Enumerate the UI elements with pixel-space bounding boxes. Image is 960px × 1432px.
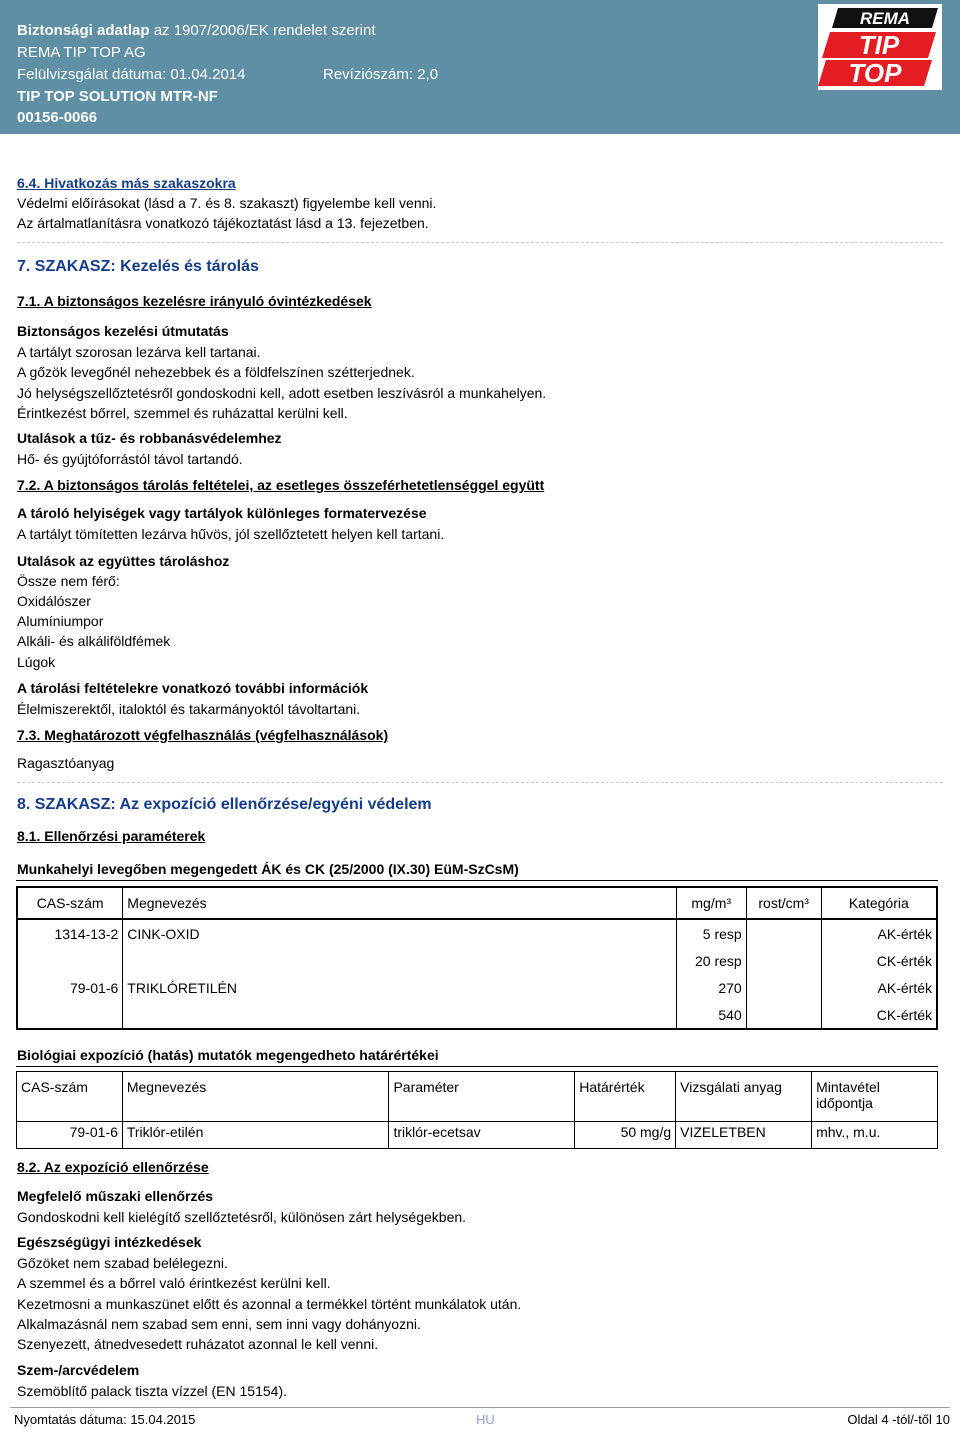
table-cell <box>746 1001 821 1029</box>
hygiene-title: Egészségügyi intézkedések <box>17 1234 202 1250</box>
handling-line: A gőzök levegőnél nehezebbek és a földfelszínen szétterjednek. <box>17 364 415 380</box>
table2-title: Biológiai expozíció (hatás) mutatók megengedheto határértékei <box>17 1047 439 1063</box>
table-cell <box>17 947 123 974</box>
page-number: Oldal 4 -tól/-től 10 <box>847 1412 950 1427</box>
joint-storage-title: Utalások az együttes tároláshoz <box>17 553 230 569</box>
section-7-3-line: Ragasztóanyag <box>17 755 115 771</box>
further-storage-line: Élelmiszerektől, italoktól és takarmányoktól távoltartani. <box>17 701 361 717</box>
joint-storage-line: Lúgok <box>17 654 56 670</box>
table-cell: triklór-ecetsav <box>389 1122 575 1149</box>
section-6-4-heading: 6.4. Hivatkozás más szakaszokra <box>17 175 236 191</box>
table-cell: AK-érték <box>821 974 937 1001</box>
table-row <box>17 919 937 947</box>
table-header-cell: Határérték <box>575 1072 676 1122</box>
svg-text:TIP: TIP <box>858 30 900 60</box>
eye-protection-title: Szem-/arcvédelem <box>17 1362 140 1378</box>
section-7-3-heading: 7.3. Meghatározott végfelhasználás (végfelhasználások) <box>17 727 389 743</box>
table-header-cell: CAS-szám <box>17 887 123 919</box>
table-cell: 5 resp <box>676 919 746 947</box>
handling-line: A tartályt szorosan lezárva kell tartanai. <box>17 344 261 360</box>
storage-rooms-line: A tartályt tömítetten lezárva hűvös, jól szellőztetett helyen kell tartani. <box>17 526 445 542</box>
handling-line: Jó helységszellőztetésről gondoskodni kell, adott esetben leszívásról a munkahelyen. <box>17 385 547 401</box>
joint-storage-line: Össze nem férő: <box>17 573 120 589</box>
table-row <box>17 974 937 1001</box>
svg-text:TOP: TOP <box>848 58 902 88</box>
table-cell <box>123 947 676 974</box>
table-cell <box>17 1001 123 1029</box>
table-header-cell: Megnevezés <box>122 1072 389 1122</box>
joint-storage-line: Alkáli- és alkáliföldfémek <box>17 633 171 649</box>
table-header-cell: mg/m³ <box>676 887 746 919</box>
section-8-heading: 8. SZAKASZ: Az expozíció ellenőrzése/egyéni védelem <box>17 796 432 813</box>
footer-rule <box>10 1407 950 1408</box>
hygiene-line: Alkalmazásnál nem szabad sem enni, sem inni vagy dohányozni. <box>17 1316 421 1332</box>
table-cell: 79-01-6 <box>17 974 123 1001</box>
fire-protection-line: Hő- és gyújtóforrástól távol tartandó. <box>17 451 243 467</box>
revision-date: Felülvizsgálat dátuma: 01.04.2014 <box>17 66 246 83</box>
print-date: Nyomtatás dátuma: 15.04.2015 <box>14 1412 196 1427</box>
rema-tip-top-logo <box>818 4 942 90</box>
table1-title-rule <box>16 880 938 881</box>
table-header-row <box>17 887 937 919</box>
exposure-limits-table <box>16 886 938 1030</box>
company-name: REMA TIP TOP AG <box>17 44 146 61</box>
table-cell: 1314-13-2 <box>17 919 123 947</box>
table-header-cell: rost/cm³ <box>746 887 821 919</box>
section-6-4-line: Az ártalmatlanításra vonatkozó tájékoztatást lásd a 13. fejezetben. <box>17 215 429 231</box>
table-cell: CK-érték <box>821 1001 937 1029</box>
table-cell <box>746 919 821 947</box>
hygiene-line: A szemmel és a bőrrel való érintkezést kerülni kell. <box>17 1275 331 1291</box>
table-cell <box>746 947 821 974</box>
table-cell: mhv., m.u. <box>812 1122 938 1149</box>
table-cell: 540 <box>676 1001 746 1029</box>
table-row <box>17 947 937 974</box>
table-cell: CINK-OXID <box>123 919 676 947</box>
table-header-cell: Mintavétel időpontja <box>812 1072 938 1122</box>
hygiene-line: Gőzöket nem szabad belélegezni. <box>17 1255 228 1271</box>
table-cell: CK-érték <box>821 947 937 974</box>
technical-controls-title: Megfelelő műszaki ellenőrzés <box>17 1188 214 1204</box>
joint-storage-line: Alumíniumpor <box>17 613 104 629</box>
section-8-1-heading: 8.1. Ellenőrzési paraméterek <box>17 828 206 844</box>
table-cell: AK-érték <box>821 919 937 947</box>
table-header-cell: Megnevezés <box>123 887 676 919</box>
table-cell: 50 mg/g <box>575 1122 676 1149</box>
table-row <box>17 1122 938 1149</box>
table-cell: VIZELETBEN <box>676 1122 812 1149</box>
language-code: HU <box>476 1412 495 1427</box>
technical-controls-line: Gondoskodni kell kielégítő szellőztetésről, különösen zárt helységekben. <box>17 1209 467 1225</box>
storage-rooms-title: A tároló helyiségek vagy tartályok különleges formatervezése <box>17 505 427 521</box>
document-header <box>0 0 960 134</box>
divider <box>17 782 943 783</box>
fire-protection-title: Utalások a tűz- és robbanásvédelemhez <box>17 430 282 446</box>
section-7-1-heading: 7.1. A biztonságos kezelésre irányuló óvintézkedések <box>17 293 372 309</box>
table-cell: Triklór-etilén <box>122 1122 389 1149</box>
table-cell: 270 <box>676 974 746 1001</box>
table-row <box>17 1001 937 1029</box>
section-6-4-line: Védelmi előírásokat (lásd a 7. és 8. szakaszt) figyelembe kell venni. <box>17 195 437 211</box>
svg-text:REMA: REMA <box>859 9 911 28</box>
hygiene-line: Kezetmosni a munkaszünet előtt és azonnal a termékkel történt munkálatok után. <box>17 1296 522 1312</box>
table-header-row <box>17 1072 938 1122</box>
table-cell: 79-01-6 <box>17 1122 123 1149</box>
section-7-2-heading: 7.2. A biztonságos tárolás feltételei, az esetleges összeférhetetlenséggel együtt <box>17 477 545 493</box>
joint-storage-line: Oxidálószer <box>17 593 91 609</box>
handling-line: Érintkezést bőrrel, szemmel és ruházattal kerülni kell. <box>17 405 348 421</box>
product-code: 00156-0066 <box>17 109 98 126</box>
hygiene-line: Szenyezett, átnedvesedett ruházatot azonnal le kell venni. <box>17 1336 379 1352</box>
table-header-cell: Kategória <box>821 887 937 919</box>
product-name: TIP TOP SOLUTION MTR-NF <box>17 88 218 105</box>
table-header-cell: Vizsgálati anyag <box>676 1072 812 1122</box>
section-7-heading: 7. SZAKASZ: Kezelés és tárolás <box>17 258 259 275</box>
table-cell <box>746 974 821 1001</box>
eye-protection-line: Szemöblítő palack tiszta vízzel (EN 15154). <box>17 1383 288 1399</box>
document-title: Biztonsági adatlap az 1907/2006/EK rendelet szerint <box>17 22 376 39</box>
table-cell <box>123 1001 676 1029</box>
revision-number: Revíziószám: 2,0 <box>323 66 439 83</box>
divider <box>17 242 943 243</box>
table1-title: Munkahelyi levegőben megengedett ÁK és CK (25/2000 (IX.30) EüM-SzCsM) <box>17 861 519 877</box>
table2-title-rule <box>16 1066 938 1067</box>
table-cell: TRIKLÓRETILÉN <box>123 974 676 1001</box>
biological-limits-table <box>16 1071 938 1149</box>
table-cell: 20 resp <box>676 947 746 974</box>
further-storage-title: A tárolási feltételekre vonatkozó további információk <box>17 680 369 696</box>
table-header-cell: CAS-szám <box>17 1072 123 1122</box>
handling-title: Biztonságos kezelési útmutatás <box>17 323 229 339</box>
section-8-2-heading: 8.2. Az expozíció ellenőrzése <box>17 1159 209 1175</box>
table-header-cell: Paraméter <box>389 1072 575 1122</box>
